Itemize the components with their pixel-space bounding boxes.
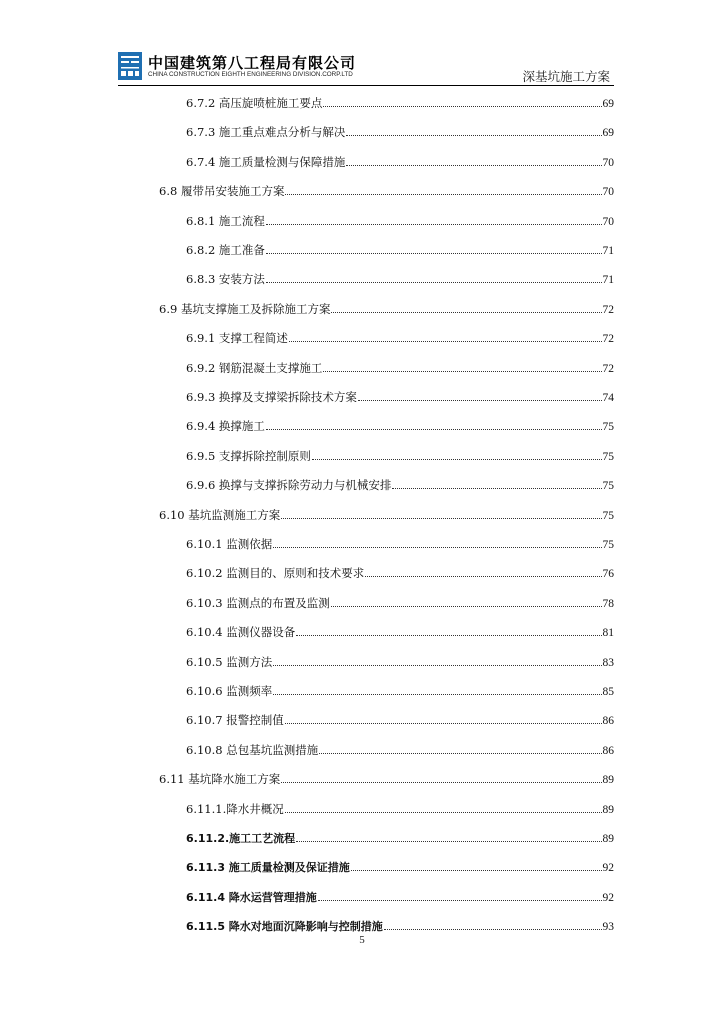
toc-entry[interactable]: [186, 889, 614, 905]
toc-dot-leader: [384, 918, 602, 930]
toc-entry[interactable]: [186, 124, 614, 140]
toc-entry-page: 75: [602, 421, 614, 434]
toc-entry-label: 6.9.1 支撑工程简述: [186, 331, 288, 346]
toc-entry-label: 6.11.5 降水对地面沉降影响与控制措施: [186, 920, 383, 934]
toc-entry-label: 6.9.2 钢筋混凝土支撑施工: [186, 360, 323, 375]
toc-entry-label: 6.11 基坑降水施工方案: [159, 772, 281, 787]
company-logo-icon: [118, 52, 142, 80]
toc-entry-page: 86: [602, 715, 614, 728]
toc-entry-page: 93: [602, 921, 614, 934]
page-number: 5: [359, 934, 365, 946]
toc-entry-page: 75: [602, 480, 614, 493]
toc-entry-page: 89: [602, 803, 614, 816]
toc-dot-leader: [312, 448, 602, 460]
toc-entry-label: 6.11.1.降水井概况: [186, 801, 284, 816]
toc-entry-page: 83: [602, 656, 614, 669]
toc-entry[interactable]: [186, 536, 614, 552]
toc-entry-page: 72: [602, 303, 614, 316]
toc-entry[interactable]: [186, 242, 614, 258]
toc-entry-label: 6.7.4 施工质量检测与保障措施: [186, 154, 346, 169]
toc-entry-label: 6.8.2 施工准备: [186, 243, 265, 257]
toc-entry-label: 6.8.1 施工流程: [186, 213, 265, 228]
toc-entry[interactable]: [186, 477, 614, 493]
toc-entry[interactable]: [186, 801, 614, 817]
toc-dot-leader: [266, 213, 602, 225]
toc-dot-leader: [285, 183, 601, 195]
toc-entry-page: 71: [602, 274, 614, 287]
toc-entry-page: 69: [602, 127, 614, 140]
toc-dot-leader: [323, 95, 601, 107]
toc-entry[interactable]: [159, 183, 614, 199]
toc-entry-label: 6.10.6 监测频率: [186, 684, 273, 698]
toc-dot-leader: [289, 330, 602, 342]
toc-entry-label: 6.10.2 监测目的、原则和技术要求: [186, 566, 365, 581]
toc-dot-leader: [296, 830, 601, 842]
toc-dot-leader: [346, 154, 601, 166]
toc-dot-leader: [285, 801, 602, 813]
toc-entry-page: 92: [602, 891, 614, 904]
toc-entry-page: 81: [602, 627, 614, 640]
toc-entry-page: 71: [602, 245, 614, 257]
toc-dot-leader: [318, 889, 602, 901]
toc-entry-page: 78: [602, 597, 614, 610]
toc-entry[interactable]: [186, 271, 614, 287]
toc-entry[interactable]: [186, 330, 614, 346]
toc-entry-label: 6.9 基坑支撑施工及拆除施工方案: [159, 301, 331, 316]
company-name-en: CHINA CONSTRUCTION EIGHTH ENGINEERING DIVISION.CORP.LTD: [148, 71, 353, 78]
toc-entry-label: 6.9.3 换撑及支撑梁拆除技术方案: [186, 390, 357, 404]
document-title: 深基坑施工方案: [522, 69, 610, 84]
toc-dot-leader: [266, 242, 602, 254]
toc-entry[interactable]: [186, 448, 614, 464]
toc-entry-page: 70: [602, 215, 614, 228]
toc-entry-page: 74: [602, 392, 614, 404]
toc-entry-page: 85: [602, 686, 614, 698]
toc-dot-leader: [358, 389, 602, 401]
toc-entry-label: 6.10.3 监测点的布置及监测: [186, 595, 330, 610]
toc-dot-leader: [273, 683, 601, 695]
toc-dot-leader: [331, 301, 601, 313]
toc-entry[interactable]: [186, 213, 614, 229]
toc-entry-label: 6.9.4 换撑施工: [186, 419, 265, 434]
toc-entry[interactable]: [186, 418, 614, 434]
toc-dot-leader: [319, 742, 601, 754]
toc-entry-page: 72: [602, 362, 614, 375]
toc-entry-label: 6.10 基坑监测施工方案: [159, 507, 281, 522]
toc-entry[interactable]: [186, 742, 614, 758]
toc-dot-leader: [266, 418, 602, 430]
toc-entry[interactable]: [159, 301, 614, 317]
toc-dot-leader: [281, 771, 601, 783]
toc-entry[interactable]: [186, 360, 614, 376]
toc-entry-label: 6.11.4 降水运营管理措施: [186, 890, 317, 904]
toc-entry[interactable]: [186, 712, 614, 728]
toc-entry-page: 89: [602, 774, 614, 787]
toc-entry-page: 75: [602, 539, 614, 551]
toc-entry[interactable]: [186, 654, 614, 670]
toc-entry-page: 70: [602, 186, 614, 199]
toc-entry[interactable]: [159, 507, 614, 523]
toc-dot-leader: [296, 624, 601, 636]
toc-entry[interactable]: [186, 154, 614, 170]
toc-entry-label: 6.7.2 高压旋喷桩施工要点: [186, 96, 323, 110]
toc-entry-label: 6.7.3 施工重点难点分析与解决: [186, 125, 346, 140]
toc-dot-leader: [392, 477, 601, 489]
toc-dot-leader: [323, 360, 601, 372]
toc-entry-label: 6.8 履带吊安装施工方案: [159, 184, 285, 199]
toc-entry-label: 6.11.3 施工质量检测及保证措施: [186, 861, 350, 875]
toc-dot-leader: [273, 654, 601, 666]
toc-entry-page: 69: [602, 98, 614, 110]
toc-dot-leader: [351, 859, 602, 871]
toc-entry-label: 6.10.4 监测仪器设备: [186, 625, 296, 640]
toc-entry[interactable]: [186, 830, 614, 846]
toc-entry-page: 75: [602, 450, 614, 463]
toc-entry[interactable]: [186, 859, 614, 875]
toc-entry-page: 70: [602, 156, 614, 169]
toc-entry[interactable]: [159, 771, 614, 787]
toc-entry-label: 6.11.2.施工工艺流程: [186, 832, 296, 845]
toc-entry-label: 6.8.3 安装方法: [186, 272, 265, 287]
toc-entry[interactable]: [186, 624, 614, 640]
toc-entry-page: 86: [602, 744, 614, 757]
toc-entry-page: 76: [602, 568, 614, 581]
toc-dot-leader: [365, 565, 601, 577]
toc-dot-leader: [285, 712, 602, 724]
toc-dot-leader: [331, 595, 602, 607]
toc-entry-label: 6.10.5 监测方法: [186, 654, 273, 669]
toc-dot-leader: [273, 536, 601, 548]
toc-entry[interactable]: [186, 389, 614, 405]
toc-entry-page: 75: [602, 509, 614, 522]
toc-entry-page: 89: [602, 833, 614, 845]
toc-entry[interactable]: [186, 565, 614, 581]
toc-entry-label: 6.10.1 监测依据: [186, 537, 273, 551]
toc-entry-page: 92: [602, 862, 614, 875]
toc-dot-leader: [281, 507, 601, 519]
toc-entry-label: 6.10.8 总包基坑监测措施: [186, 742, 319, 757]
toc-dot-leader: [266, 271, 602, 283]
toc-dot-leader: [346, 124, 601, 136]
toc-entry-label: 6.9.5 支撑拆除控制原则: [186, 448, 311, 463]
toc-entry[interactable]: [186, 683, 614, 699]
company-name-cn: 中国建筑第八工程局有限公司: [148, 54, 357, 72]
toc-entry[interactable]: [186, 95, 614, 111]
toc-entry[interactable]: [186, 918, 614, 934]
toc-entry-label: 6.10.7 报警控制值: [186, 713, 284, 728]
toc-entry-page: 72: [602, 333, 614, 346]
page-header: [118, 50, 614, 86]
toc-entry-label: 6.9.6 换撑与支撑拆除劳动力与机械安排: [186, 478, 392, 493]
toc-entry[interactable]: [186, 595, 614, 611]
header-divider: [118, 85, 614, 86]
